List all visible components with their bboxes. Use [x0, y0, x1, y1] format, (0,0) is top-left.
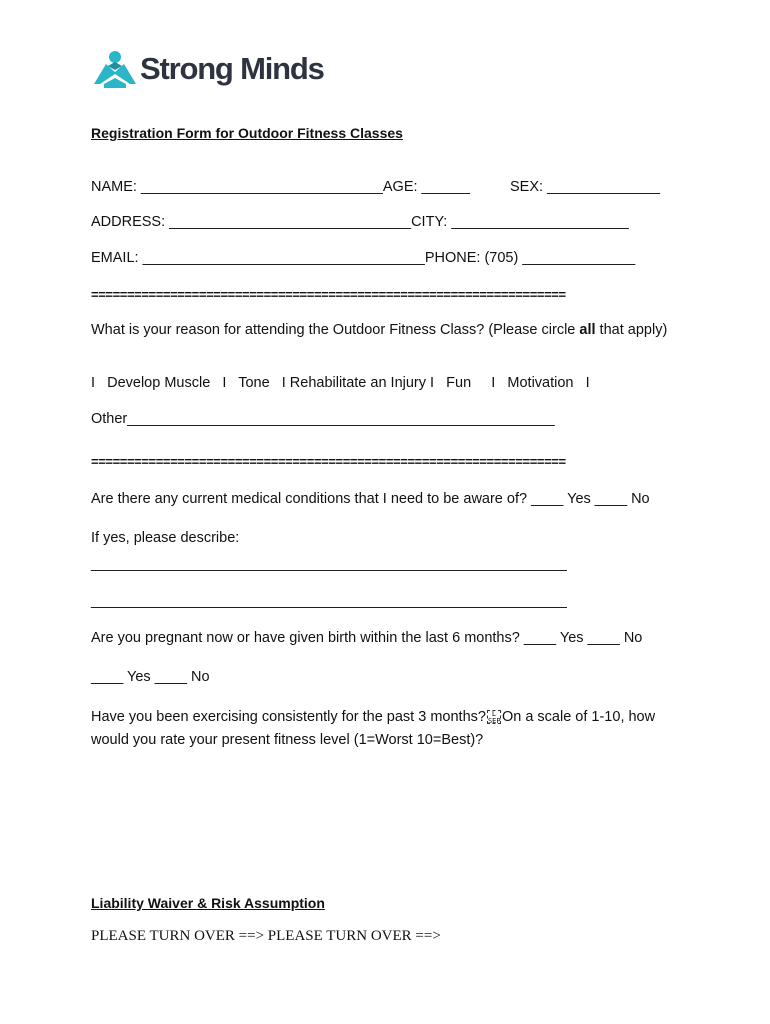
- describe-line[interactable]: ___________________________________________________________: [91, 593, 567, 609]
- medical-question[interactable]: Are there any current medical conditions that I need to be aware of? ____ Yes ____ No: [91, 491, 650, 507]
- people-icon: [92, 50, 138, 90]
- reason-question-end: that apply): [595, 322, 668, 338]
- turn-over-note: PLEASE TURN OVER ==> PLEASE TURN OVER ==>: [91, 928, 441, 944]
- reason-question: [91, 321, 681, 340]
- strong-minds-logo: [92, 48, 332, 94]
- form-title: Registration Form for Outdoor Fitness Classes: [91, 125, 403, 141]
- exercise-question-end: On a scale of 1-10, how would you rate your present fitness level (1=Worst 10=Best)?: [91, 709, 656, 748]
- reason-question-start: What is your reason for attending the Outdoor Fitness Class? (Please circle: [91, 322, 580, 338]
- separator-line: ==================================================================: [91, 287, 566, 302]
- reason-options[interactable]: I Develop Muscle I Tone I Rehabilitate an Injury I Fun I Motivation I: [91, 375, 590, 391]
- exercise-question[interactable]: [91, 706, 691, 752]
- pregnant-question[interactable]: Are you pregnant now or have given birth within the last 6 months? ____ Yes ____ No: [91, 630, 643, 646]
- address-city-field[interactable]: ADDRESS: ______________________________CITY: ______________________: [91, 214, 629, 230]
- sep-marker-top: L: [491, 710, 497, 719]
- describe-line[interactable]: ___________________________________________________________: [91, 556, 567, 572]
- name-age-field[interactable]: NAME: ______________________________AGE: ______: [91, 179, 470, 195]
- describe-label: If yes, please describe:: [91, 530, 240, 546]
- separator-line: ==================================================================: [91, 454, 566, 469]
- separator-glyph-icon: [487, 710, 501, 724]
- sex-field[interactable]: SEX: ______________: [510, 179, 660, 195]
- email-phone-field[interactable]: EMAIL: ___________________________________PHONE: (705) ______________: [91, 250, 636, 266]
- other-field[interactable]: Other_____________________________________________________: [91, 411, 555, 427]
- yes-no-field[interactable]: ____ Yes ____ No: [91, 669, 210, 685]
- waiver-heading: Liability Waiver & Risk Assumption: [91, 895, 325, 911]
- sep-marker-bottom: SEP: [487, 717, 501, 726]
- brand-name: Strong Minds: [140, 51, 324, 86]
- exercise-question-start: Have you been exercising consistently for the past 3 months?: [91, 709, 486, 725]
- reason-question-bold: all: [579, 322, 596, 338]
